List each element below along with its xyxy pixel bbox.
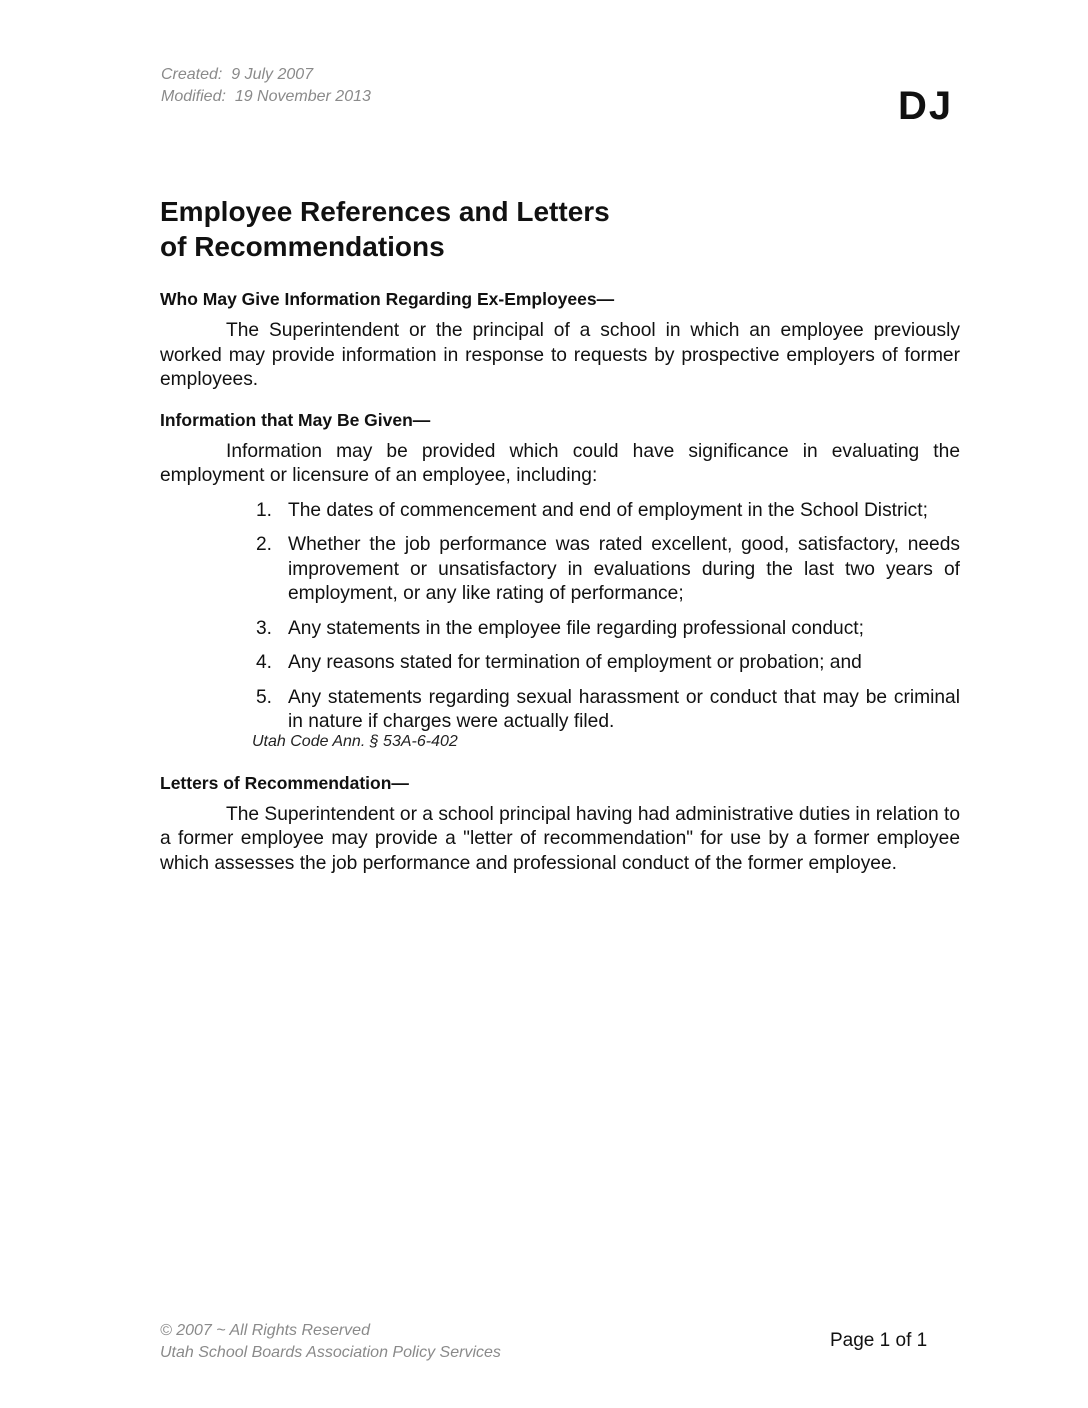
list-item-text: The dates of commencement and end of employment in the School District;	[288, 499, 928, 521]
list-item	[252, 686, 960, 735]
list-item-text: Any reasons stated for termination of employment or probation; and	[288, 652, 862, 673]
title-line-1: Employee References and Letters	[160, 196, 610, 227]
information-list	[160, 499, 960, 735]
section-heading: Letters of Recommendation—	[160, 772, 409, 793]
document-body	[160, 288, 960, 892]
document-dates	[161, 64, 371, 108]
title-line-2: of Recommendations	[160, 231, 445, 262]
organization-text: Utah School Boards Association Policy Services	[160, 1344, 501, 1361]
list-item-text: Any statements in the employee file regarding professional conduct;	[288, 617, 864, 639]
copyright-text: © 2007 ~ All Rights Reserved	[160, 1322, 370, 1339]
section-heading: Information that May Be Given—	[160, 409, 431, 430]
section-letters-of-recommendation	[160, 772, 960, 877]
list-item-number: 3.	[256, 617, 273, 639]
page-title	[160, 194, 860, 264]
section-paragraph: The Superintendent or a school principal having had administrative duties in relation to a former employee may provide a "letter of recommendation" for use by a former employee which assesses the job performance and professional conduct of the former employee.	[160, 803, 960, 874]
footer-copyright-block	[160, 1320, 501, 1364]
section-who-may-give	[160, 288, 960, 393]
legal-citation: Utah Code Ann. § 53A-6-402	[252, 732, 458, 750]
section-paragraph: The Superintendent or the principal of a school in which an employee previously worked may provide information in response to requests by prospective employers of former employees.	[160, 320, 960, 390]
policy-code: DJ	[898, 84, 954, 128]
list-item-number: 5.	[256, 686, 273, 708]
created-date: Created: 9 July 2007	[161, 66, 314, 83]
section-heading: Who May Give Information Regarding Ex-Employees—	[160, 289, 615, 309]
list-item-number: 2.	[256, 534, 273, 555]
list-item	[252, 499, 960, 524]
list-item	[252, 533, 960, 607]
section-information-given	[160, 409, 960, 752]
list-item-number: 4.	[256, 652, 273, 673]
list-item	[252, 651, 960, 676]
list-item	[252, 617, 960, 642]
page-number: Page 1 of 1	[830, 1330, 928, 1351]
list-item-text: Whether the job performance was rated excellent, good, satisfactory, needs improvement or unsatisfactory in evaluations during the last two years of employment, or any like rating of performance;	[288, 534, 960, 604]
section-paragraph: Information may be provided which could have significance in evaluating the employment or licensure of an employee, including:	[160, 440, 960, 486]
list-item-text: Any statements regarding sexual harassment or conduct that may be criminal in nature if charges were actually filed.	[288, 686, 960, 732]
list-item-number: 1.	[256, 499, 273, 521]
modified-date: Modified: 19 November 2013	[161, 88, 371, 105]
